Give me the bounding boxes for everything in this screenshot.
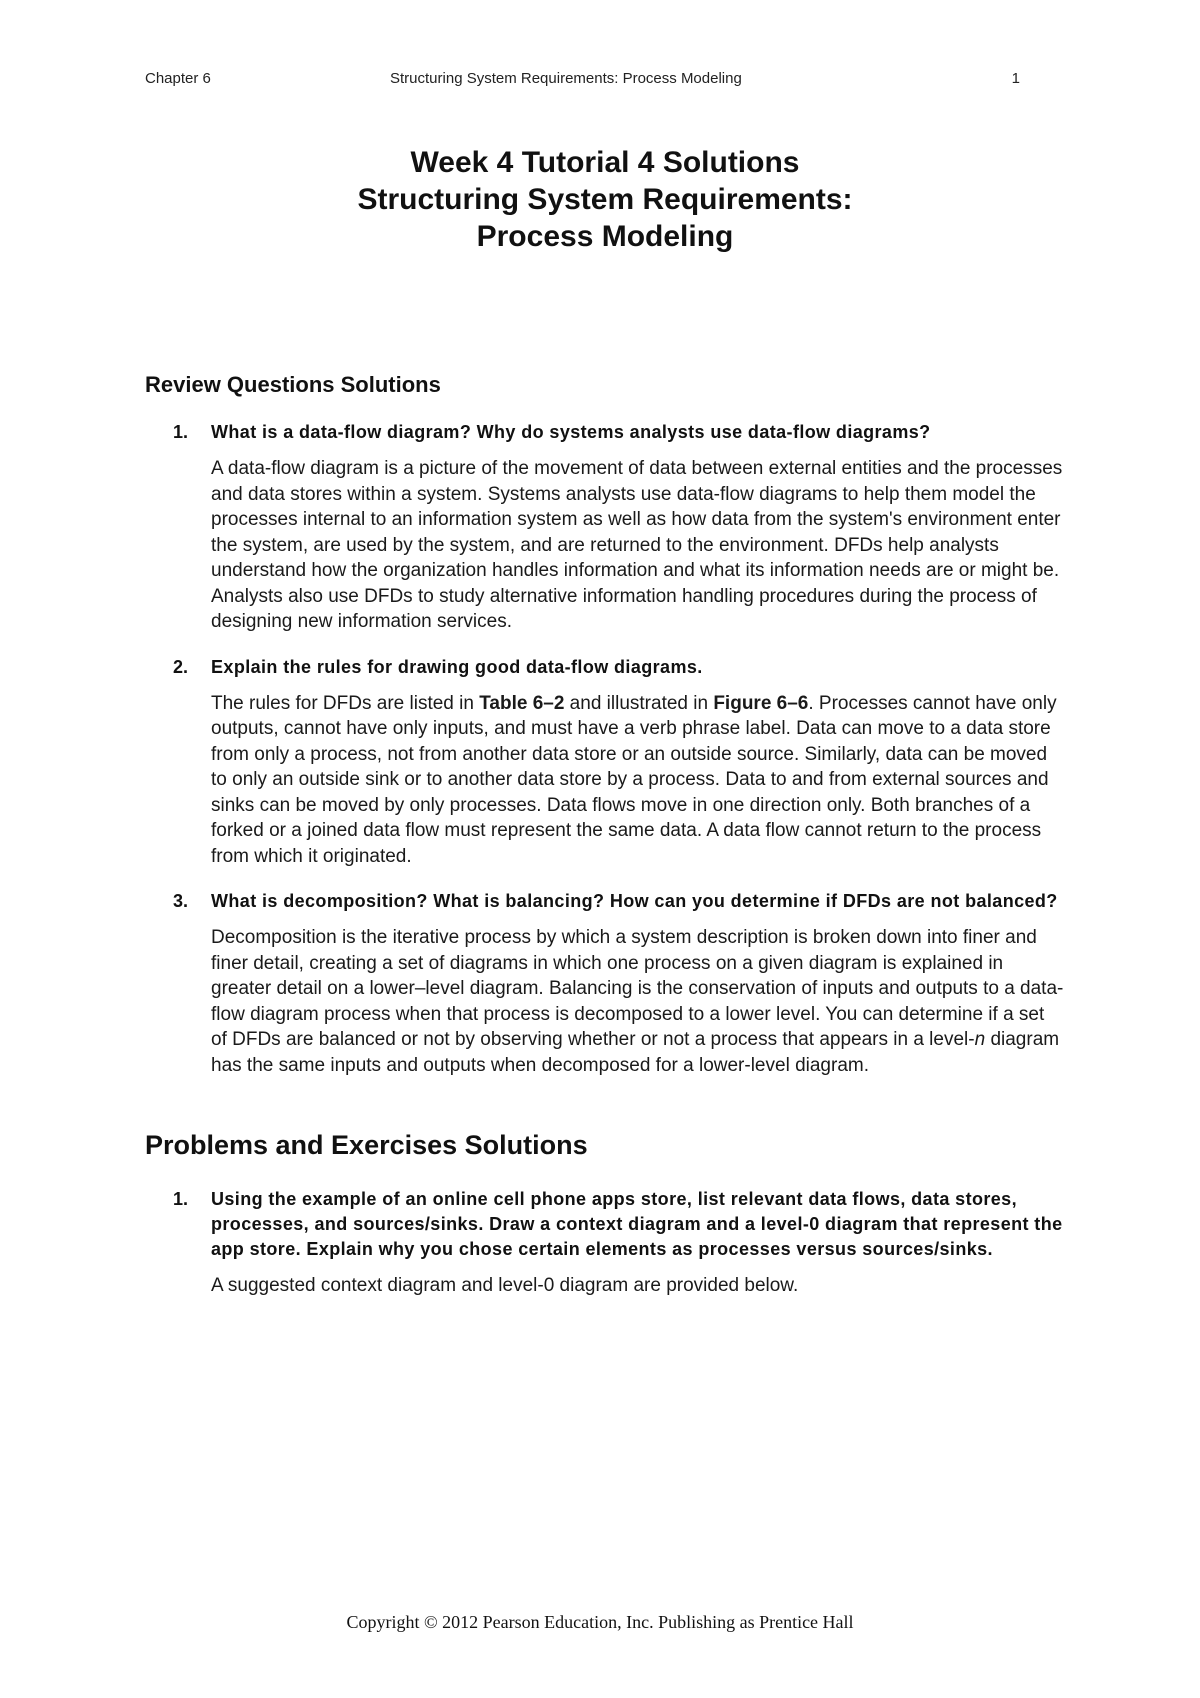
problem-item [145,1187,1065,1299]
figure-reference: Figure 6–6 [713,692,809,714]
answer-text [211,691,1065,870]
copyright-footer: Copyright © 2012 Pearson Education, Inc. Publishing as Prentice Hall [346,1612,854,1632]
answer-text: A data-flow diagram is a picture of the movement of data between external entities and the processes and data stores within a system. Systems analysts use data-flow diagrams to help them model the processes internal to an information system as well as how data from the system's environment enter the system, are used by the system, and are returned to the environment. DFDs help analysts understand how the organization handles information and what its information needs are or might be. Analysts also use DFDs to study alternative information handling procedures during the process of designing new information services. [211,458,1063,632]
review-question-item [145,889,1065,1078]
review-question-item [145,655,1065,870]
header-page-number: 1 [1011,70,1020,87]
answer-part: diagram has the same inputs and outputs when decomposed for a lower-level diagram. [211,1029,1060,1076]
question-text: What is decomposition? What is balancing? How can you determine if DFDs are not balanced? [211,891,1058,911]
question-text: Explain the rules for drawing good data-flow diagrams. [211,656,703,677]
question-number: 3. [173,891,189,911]
question-number: 2. [173,656,189,677]
title-line-1: Week 4 Tutorial 4 Solutions [410,146,800,179]
problems-section-heading: Problems and Exercises Solutions [145,1130,588,1160]
answer-text [211,925,1065,1078]
answer-part: The rules for DFDs are listed in [211,692,480,714]
header-chapter: Chapter 6 [145,70,211,87]
question-text: What is a data-flow diagram? Why do systems analysts use data-flow diagrams? [211,422,931,442]
answer-part: and illustrated in [564,692,714,714]
answer-part: . Processes cannot have only outputs, cannot have only inputs, and must have a verb phrase label. Data can move to a data store from only a process, not from another data store or an outside source. Similarly, data can be moved to only an outside sink or to another data store by a process. Data to and from external sources and sinks can be moved by only processes. Data flows move in one direction only. Both branches of a forked or a joined data flow must represent the same data. A data flow cannot return to the process from which it originated. [211,692,1057,867]
italic-variable: n [974,1029,986,1050]
question-number: 1. [173,422,189,442]
title-line-3: Process Modeling [476,220,734,253]
answer-part: Decomposition is the iterative process by which a system description is broken down into finer and finer detail, creating a set of diagrams in which one process on a given diagram is explained in greater detail on a lower–level diagram. Balancing is the conservation of inputs and outputs to a data-flow diagram process when that process is decomposed to a lower level. You can determine if a set of DFDs are balanced or not by observing whether or not a process that appears in a level- [211,927,1064,1050]
problem-text: Using the example of an online cell phone apps store, list relevant data flows, data stores, processes, and sources/sinks. Draw a context diagram and a level-0 diagram that represent the app store. Explain why you chose certain elements as processes versus sources/sinks. [211,1189,1063,1259]
review-section-heading: Review Questions Solutions [145,372,441,397]
title-line-2: Structuring System Requirements: [357,183,853,216]
answer-text: A suggested context diagram and level-0 diagram are provided below. [211,1275,799,1296]
document-body [145,372,1065,1319]
review-question-item [145,420,1065,635]
header-running-title: Structuring System Requirements: Process Modeling [390,70,742,87]
page-title [145,144,1065,255]
table-reference: Table 6–2 [479,692,565,714]
problem-number: 1. [173,1189,189,1209]
